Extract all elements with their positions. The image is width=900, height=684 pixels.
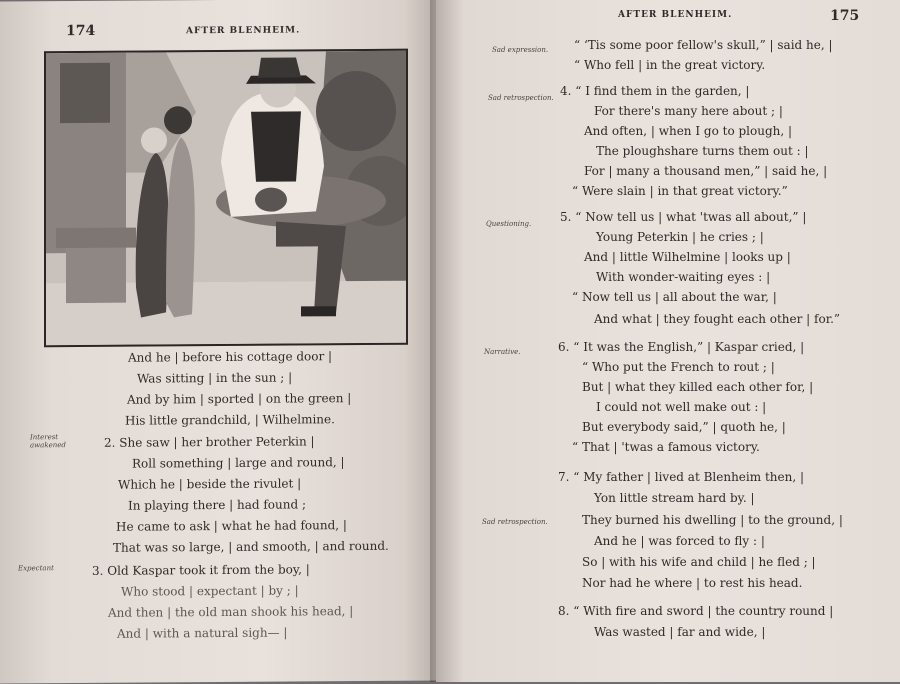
poem-line: That was so large, | and smooth, | and round.	[113, 538, 389, 555]
poem-line: Which he | beside the rivulet |	[118, 476, 302, 492]
poem-line: For | many a thousand men,” | said he, |	[584, 164, 828, 178]
poem-line: Was sitting | in the sun ; |	[137, 370, 293, 386]
poem-line: For there's many here about ; |	[594, 104, 783, 118]
poem-line: So | with his wife and child | he fled ; |	[582, 555, 816, 569]
poem-line: “ Who fell | in the great victory.	[574, 58, 766, 72]
poem-line: “ Who put the French to rout ; |	[582, 360, 775, 374]
poem-line: 3. Old Kaspar took it from the boy, |	[92, 562, 310, 578]
right-page-number: 175	[830, 8, 860, 24]
poem-line: 8. “ With fire and sword | the country round |	[558, 604, 834, 618]
poem-line: Who stood | expectant | by ; |	[121, 583, 299, 599]
poem-line: Nor had he where | to rest his head.	[582, 576, 803, 590]
poem-line: But everybody said,” | quoth he, |	[582, 420, 786, 434]
poem-line: He came to ask | what he had found, |	[116, 518, 347, 534]
poem-line: And often, | when I go to plough, |	[584, 124, 793, 138]
poem-line: Yon little stream hard by. |	[594, 491, 755, 505]
poem-line: And | little Wilhelmine | looks up |	[584, 250, 791, 264]
poem-line: In playing there | had found ;	[128, 497, 307, 513]
left-page-number: 174	[66, 22, 96, 40]
margin-note: Questioning.	[486, 220, 532, 228]
poem-line: 6. “ It was the English,” | Kaspar cried, |	[558, 340, 805, 354]
poem-line: And then | the old man shook his head, |	[108, 604, 354, 620]
poem-line: “ Now tell us | all about the war, |	[572, 290, 777, 304]
poem-line: “ That | 'twas a famous victory.	[572, 440, 760, 454]
poem-line: And | with a natural sigh— |	[117, 625, 288, 641]
poem-line: 2. She saw | her brother Peterkin |	[104, 434, 315, 450]
poem-line: 7. “ My father | lived at Blenheim then, |	[558, 470, 804, 484]
poem-line: 5. “ Now tell us | what 'twas all about,” |	[560, 210, 807, 224]
poem-line: Roll something | large and round, |	[132, 455, 345, 471]
margin-note: Narrative.	[484, 348, 521, 356]
poem-line: Was wasted | far and wide, |	[594, 625, 766, 639]
poem-line: With wonder-waiting eyes : |	[596, 270, 771, 284]
right-running-head: AFTER BLENHEIM.	[618, 10, 733, 20]
poem-line: 4. “ I find them in the garden, |	[560, 84, 750, 98]
margin-note: Expectant	[18, 564, 54, 573]
left-running-head: AFTER BLENHEIM.	[186, 25, 301, 37]
left-page	[0, 0, 440, 684]
poem-line: They burned his dwelling | to the ground, |	[582, 513, 843, 527]
poem-line: “ ‘Tis some poor fellow's skull,” | said he, |	[574, 38, 833, 52]
margin-note: Interest awakened	[30, 433, 66, 450]
poem-line: And by him | sported | on the green |	[127, 391, 352, 407]
engraving-illustration	[44, 49, 408, 348]
poem-line: And what | they fought each other | for.”	[594, 312, 841, 326]
poem-line: Young Peterkin | he cries ; |	[596, 230, 764, 244]
poem-line: But | what they killed each other for, |	[582, 380, 814, 394]
poem-line: His little grandchild, | Wilhelmine.	[125, 412, 335, 428]
poem-line: And he | was forced to fly : |	[594, 534, 765, 548]
poem-line: The ploughshare turns them out : |	[596, 144, 809, 158]
poem-line: I could not well make out : |	[596, 400, 767, 414]
poem-line: And he | before his cottage door |	[128, 349, 333, 365]
right-page	[436, 0, 900, 682]
margin-note: Sad retrospection.	[482, 518, 548, 526]
poem-line: “ Were slain | in that great victory.”	[572, 184, 788, 198]
margin-note: Sad expression.	[492, 46, 549, 54]
margin-note: Sad retrospection.	[488, 94, 554, 102]
